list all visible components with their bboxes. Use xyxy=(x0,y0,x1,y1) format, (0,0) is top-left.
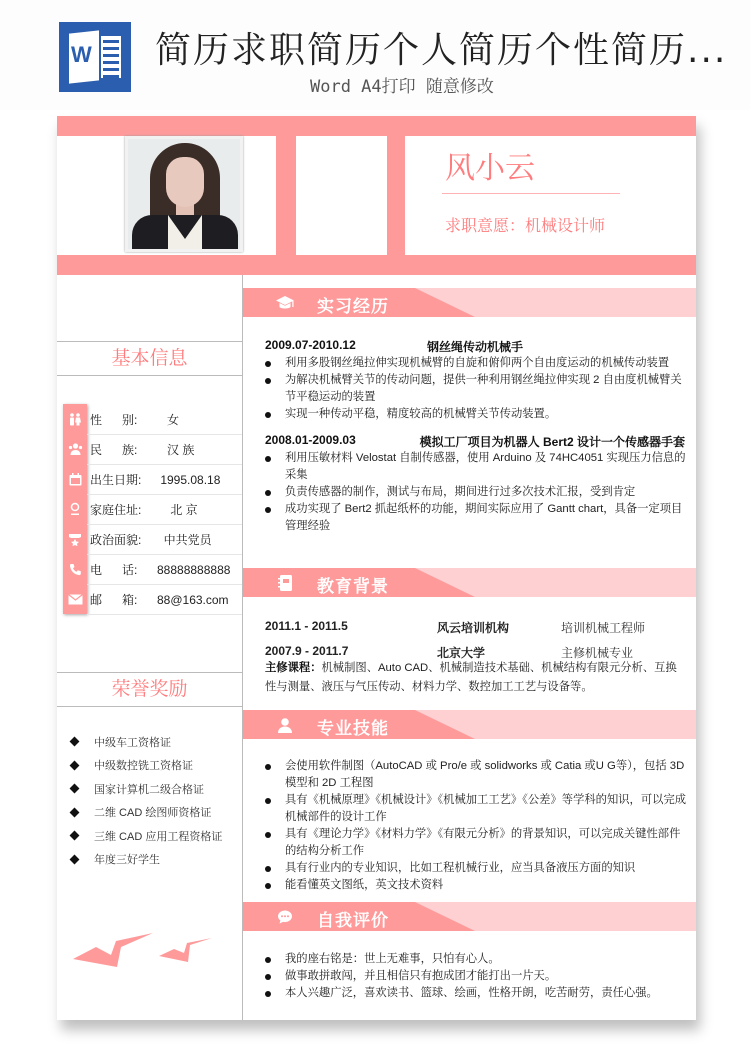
info-label: 性 别: xyxy=(90,413,138,427)
info-value: 女 xyxy=(157,413,180,427)
entry-date: 2008.01-2009.03 xyxy=(265,433,356,447)
list-item: 具有《理论力学》《材料力学》《有限元分析》的背景知识，可以完成关键性部件的结构分析工作 xyxy=(265,826,687,860)
basic-info-title: 基本信息 xyxy=(57,341,242,376)
list-item: 能看懂英文图纸，英文技术资料 xyxy=(265,877,687,894)
info-label: 邮 箱: xyxy=(90,593,138,607)
edu-major: 培训机械工程师 xyxy=(561,621,646,635)
info-row-email xyxy=(87,585,242,615)
diamond-bullet-icon xyxy=(70,831,80,841)
name-divider xyxy=(442,193,620,194)
chat-bubble-icon xyxy=(275,907,295,926)
entry-bullets xyxy=(265,355,687,423)
info-label: 出生日期: xyxy=(90,473,142,487)
edu-major: 主修机械专业 xyxy=(561,646,634,660)
list-item: 负责传感器的制作，测试与布局，期间进行过多次技术汇报，受到肯定 xyxy=(265,484,687,501)
header-pillar-1 xyxy=(276,136,296,255)
info-label: 电 话: xyxy=(90,563,138,577)
info-value: 汉 族 xyxy=(157,443,195,457)
info-row-political xyxy=(87,525,242,555)
diamond-bullet-icon xyxy=(70,784,80,794)
section-header-skills xyxy=(243,710,696,739)
courses-label: 主修课程： xyxy=(265,662,322,674)
list-item: 年度三好学生 xyxy=(65,848,240,872)
list-item: 做事敢拼敢闯，并且相信只有抱成团才能打出一片天。 xyxy=(265,968,687,985)
list-item: 国家计算机二级合格证 xyxy=(65,777,240,801)
diamond-bullet-icon xyxy=(70,807,80,817)
entry-title: 钢丝绳传动机械手 xyxy=(427,340,524,354)
edu-date: 2011.1 - 2011.5 xyxy=(265,619,348,633)
info-row-address xyxy=(87,495,242,525)
header-bar-bottom xyxy=(57,255,696,275)
list-item: 为解决机械臂关节的传动问题，提供一种利用钢丝绳拉伸实现 2 自由度机械臂关节平稳运动的装置 xyxy=(265,372,687,406)
diamond-bullet-icon xyxy=(70,760,80,770)
calendar-icon xyxy=(63,464,87,494)
edu-org: 北京大学 xyxy=(437,646,486,660)
info-value: 中共党员 xyxy=(157,533,212,547)
location-icon xyxy=(63,494,87,524)
document-subtitle: Word A4打印 随意修改 xyxy=(310,77,494,97)
info-row-birthdate xyxy=(87,465,242,495)
entry-header xyxy=(265,338,685,355)
list-item: 利用压敏材料 Velostat 自制传感器，使用 Arduino 及 74HC4051 实现压力信息的采集 xyxy=(265,450,687,484)
info-label: 家庭住址: xyxy=(90,503,142,517)
list-item: 中级车工资格证 xyxy=(65,730,240,754)
info-value: 1995.08.18 xyxy=(157,472,221,487)
header-pillar-2 xyxy=(387,136,405,255)
preview-banner xyxy=(0,0,750,110)
bird-decoration-icon xyxy=(71,933,221,973)
candidate-name: 风小云 xyxy=(445,151,535,186)
skills-bullets xyxy=(265,758,687,894)
entry-title: 模拟工厂项目为机器人 Bert2 设计一个传感器手套 xyxy=(419,435,685,449)
edu-date: 2007.9 - 2011.7 xyxy=(265,644,349,658)
self-eval-bullets xyxy=(265,951,687,1002)
list-item: 三维 CAD 应用工程资格证 xyxy=(65,824,240,848)
list-item: 本人兴趣广泛，喜欢读书、篮球、绘画，性格开朗，吃苦耐劳，责任心强。 xyxy=(265,985,687,1002)
list-item: 中级数控铣工资格证 xyxy=(65,754,240,778)
section-title: 自我评价 xyxy=(317,911,389,930)
info-value: 88@163.com xyxy=(157,592,229,607)
edu-org: 风云培训机构 xyxy=(437,621,510,635)
word-icon xyxy=(59,22,131,92)
profile-photo xyxy=(125,136,243,252)
entry-header xyxy=(265,433,685,450)
info-label: 民 族: xyxy=(90,443,138,457)
document-title: 简历求职简历个人简历个性简历... xyxy=(155,30,728,71)
section-header-education xyxy=(243,568,696,597)
mail-icon xyxy=(63,584,87,614)
courses xyxy=(265,659,687,697)
section-title: 专业技能 xyxy=(317,719,389,738)
info-icon-strip xyxy=(63,404,87,614)
diamond-bullet-icon xyxy=(70,854,80,864)
info-row-phone xyxy=(87,555,242,585)
info-row-ethnicity xyxy=(87,435,242,465)
list-item: 二维 CAD 绘图师资格证 xyxy=(65,801,240,825)
education-row xyxy=(265,619,685,636)
notebook-icon xyxy=(275,573,295,592)
list-item: 成功实现了 Bert2 抓起纸杯的功能，期间实际应用了 Gantt chart，具备一定项目管理经验 xyxy=(265,501,687,535)
graduation-cap-icon xyxy=(275,293,295,312)
gender-icon xyxy=(63,404,87,434)
resume-page xyxy=(57,116,696,1020)
section-header-self-eval xyxy=(243,902,696,931)
word-icon-lines xyxy=(101,36,121,78)
courses-text: 机械制图、Auto CAD、机械制造技术基础、机械结构有限元分析、互换性与测量、液压与气压传动、材料力学、数控加工工艺与设备等。 xyxy=(265,662,677,693)
section-title: 教育背景 xyxy=(317,577,389,596)
badge-icon xyxy=(63,524,87,554)
user-icon xyxy=(275,715,295,734)
info-value: 北 京 xyxy=(157,503,198,517)
list-item: 我的座右铭是：世上无难事，只怕有心人。 xyxy=(265,951,687,968)
info-label: 政治面貌: xyxy=(90,533,142,547)
info-value: 88888888888 xyxy=(157,562,231,577)
info-row-gender xyxy=(87,405,242,435)
entry-date: 2009.07-2010.12 xyxy=(265,338,356,352)
diamond-bullet-icon xyxy=(70,737,80,747)
list-item: 具有行业内的专业知识，比如工程机械行业，应当具备液压方面的知识 xyxy=(265,860,687,877)
honors-list xyxy=(65,730,240,871)
list-item: 实现一种传动平稳，精度较高的机械臂关节传动装置。 xyxy=(265,406,687,423)
entry-bullets xyxy=(265,450,687,535)
people-icon xyxy=(63,434,87,464)
honors-title: 荣誉奖励 xyxy=(57,672,242,707)
section-title: 实习经历 xyxy=(317,297,389,316)
list-item: 利用多股钢丝绳拉伸实现机械臂的自旋和俯仰两个自由度运动的机械传动装置 xyxy=(265,355,687,372)
header-bar-top xyxy=(57,116,696,136)
list-item: 具有《机械原理》《机械设计》《机械加工工艺》《公差》等学科的知识，可以完成机械部件的设计工作 xyxy=(265,792,687,826)
phone-icon xyxy=(63,554,87,584)
list-item: 会使用软件制图（AutoCAD 或 Pro/e 或 solidworks 或 Catia 或U G等），包括 3D 模型和 2D 工程图 xyxy=(265,758,687,792)
section-header-internship xyxy=(243,288,696,317)
job-intent: 求职意愿：机械设计师 xyxy=(445,218,606,235)
word-icon-letter: W xyxy=(71,42,92,67)
